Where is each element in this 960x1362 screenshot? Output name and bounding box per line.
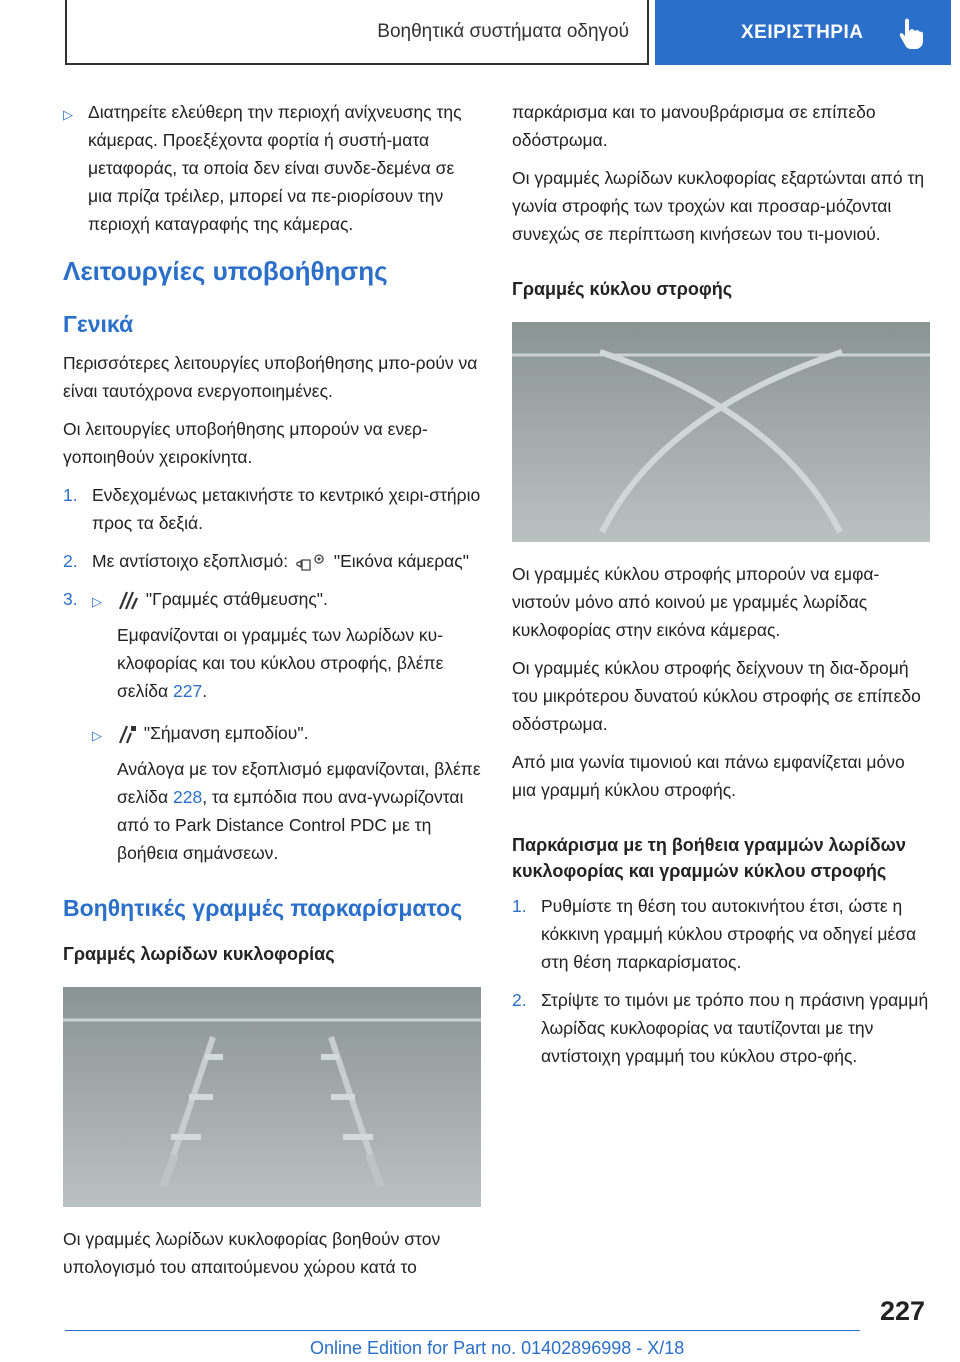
step-1 (63, 481, 483, 537)
bullet-triangle-icon: ▷ (92, 594, 102, 609)
right-column (512, 98, 932, 1080)
parking-title: Παρκάρισμα με τη βοήθεια γραμμών λωρίδων κυκλοφορίας και γραμμών κύκλου στροφής (512, 835, 906, 881)
step-number: 2. (512, 990, 527, 1010)
lanes-dependency-paragraph: Οι γραμμές λωρίδων κυκλοφορίας εξαρτώνται από τη γωνία στροφής των τροχών και προσαρ-μόζονται συνεχώς σε περίπτωση κινήσεων του τι-μονιού. (512, 168, 925, 244)
step-text: Με αντίστοιχο εξοπλισμό: (92, 551, 289, 571)
sub2-label: "Σήμανση εμποδίου". (143, 723, 309, 743)
left-column (63, 98, 483, 1291)
lanes-caption: Οι γραμμές λωρίδων κυκλοφορίας βοηθούν στον υπολογισμό του απαιτούμενου χώρου κατά το (63, 1229, 441, 1277)
turn-paragraph-1: Οι γραμμές κύκλου στροφής μπορούν να εμφα-νιστούν μόνο από κοινού με γραμμές λωρίδας κυκλοφορίας στην εικόνα κάμερας. (512, 564, 880, 640)
general-title: Γενικά (63, 311, 134, 337)
lanes-title: Γραμμές λωρίδων κυκλοφορίας (63, 944, 335, 964)
sub1-description (92, 621, 483, 705)
sub1-desc-a: Εμφανίζονται οι γραμμές των λωρίδων κυ-κλοφορίας και του κύκλου στροφής, βλέπε σελίδα (117, 625, 444, 701)
sub1-desc-b: . (202, 681, 208, 701)
sub-bullet-parking-lines (92, 585, 483, 613)
page-number: 227 (880, 1296, 926, 1326)
bullet-triangle-icon: ▷ (63, 107, 73, 122)
sub2-description (92, 755, 483, 867)
continued-paragraph: παρκάρισμα και το μανουβράρισμα σε επίπεδο οδόστρωμα. (512, 102, 876, 150)
page-link-227[interactable]: 227 (172, 681, 203, 701)
turn-paragraph-2: Οι γραμμές κύκλου στροφής δείχνουν τη δια-δρομή του μικρότερου δυνατού κύκλου στροφής σε επίπεδο οδόστρωμα. (512, 658, 921, 734)
step-2 (63, 547, 483, 575)
header-section-box (655, 0, 951, 65)
general-paragraph-1: Περισσότερες λειτουργίες υποβοήθησης μπο-ρούν να είναι ταυτόχρονα ενεργοποιημένες. (63, 353, 478, 401)
intro-bullet-text: Διατηρείτε ελεύθερη την περιοχή ανίχνευσης της κάμερας. Προεξέχοντα φορτία ή συστή-ματα μεταφοράς, τα οποία δεν είναι συνδε-δεμένα σε μια πρίζα τρέιλερ, μπορεί να πε-ριορίσουν την περιοχή καταγραφής της κάμερας. (88, 102, 462, 234)
step-3 (63, 585, 483, 867)
header-section: ΧΕΙΡΙΣΤΗΡΙΑ (741, 21, 864, 43)
page-link-228[interactable]: 228 (172, 787, 203, 807)
sub1-label: "Γραμμές στάθμευσης". (145, 589, 328, 609)
footer-edition: Online Edition for Part no. 01402896998 - X/18 (310, 1338, 685, 1358)
step-text-b: "Εικόνα κάμερας" (333, 551, 469, 571)
step-number: 1. (63, 485, 78, 505)
turn-circle-title: Γραμμές κύκλου στροφής (512, 279, 733, 299)
turn-circle-image (512, 322, 930, 542)
header-chapter: Βοηθητικά συστήματα οδηγού (377, 20, 629, 42)
camera-settings-icon (293, 551, 329, 573)
lanes-image (63, 987, 481, 1207)
sub2-desc-b: , τα εμπόδια που ανα-γνωρίζονται από το Park Distance Control PDC με τη βοήθεια σημάνσεων. (117, 787, 464, 863)
general-paragraph-2: Οι λειτουργίες υποβοήθησης μπορούν να ενερ-γοποιηθούν χειροκίνητα. (63, 419, 428, 467)
step-text: Ρυθμίστε τη θέση του αυτοκινήτου έτσι, ώστε η κόκκινη γραμμή κύκλου στροφής να οδηγεί μέσα στη θέση παρκαρίσματος. (541, 896, 917, 972)
step-number: 2. (63, 551, 78, 571)
park-step-1 (512, 892, 932, 976)
bullet-triangle-icon: ▷ (92, 728, 102, 743)
step-text: Ενδεχομένως μετακινήστε το κεντρικό χειρι-στήριο προς τα δεξιά. (92, 485, 481, 533)
obstacle-marking-icon (117, 723, 139, 745)
step-number: 1. (512, 896, 527, 916)
intro-bullet (63, 98, 483, 238)
header-chapter-box (65, 0, 649, 65)
turn-paragraph-3: Από μια γωνία τιμονιού και πάνω εμφανίζεται μόνο μια γραμμή κύκλου στροφής. (512, 752, 905, 800)
footer-divider (65, 1330, 860, 1331)
step-number: 3. (63, 589, 78, 609)
hand-pointer-icon (891, 14, 929, 52)
sub2-desc-a: Ανάλογα με τον εξοπλισμό εμφανίζονται, βλέπε σελίδα (117, 759, 481, 807)
step-text: Στρίψτε το τιμόνι με τρόπο που η πράσινη γραμμή λωρίδας κυκλοφορίας να ταυτίζονται με την αντίστοιχη γραμμή του κύκλου στρο-φής. (541, 990, 929, 1066)
aux-lines-title: Βοηθητικές γραμμές παρκαρίσματος (63, 895, 463, 921)
sub-bullet-obstacle (92, 719, 483, 747)
parking-lines-icon (117, 589, 141, 611)
section-title: Λειτουργίες υποβοήθησης (63, 256, 388, 286)
park-step-2 (512, 986, 932, 1070)
